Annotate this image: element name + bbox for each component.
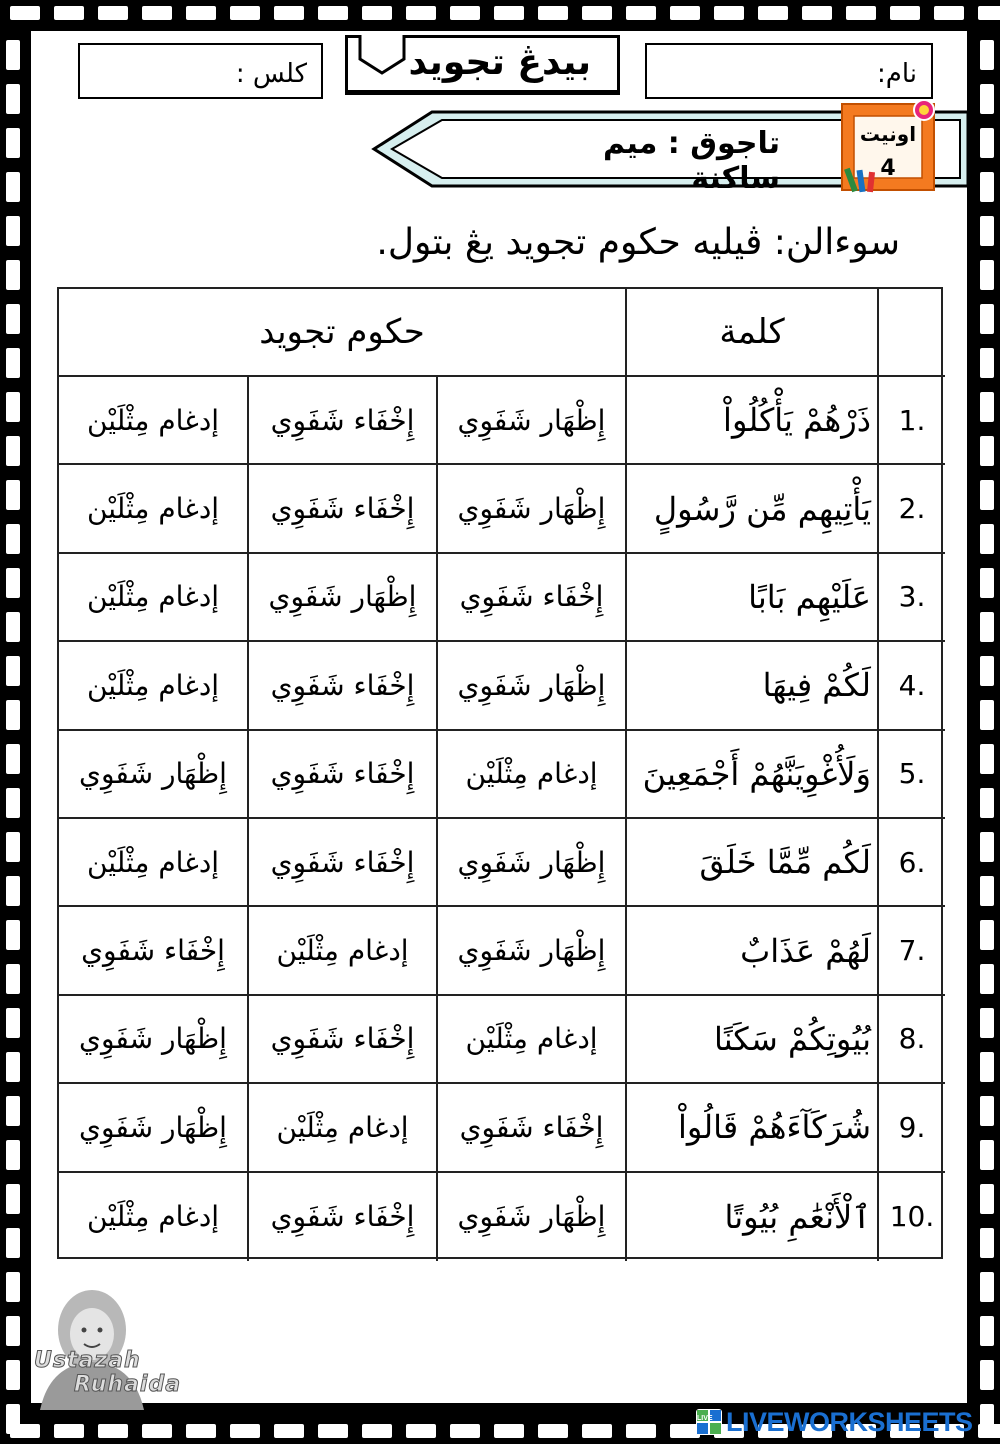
answer-option[interactable]: إِظْهَار شَفَوِي: [59, 1084, 249, 1172]
answer-option[interactable]: إدغام مِثْلَيْن: [59, 819, 249, 907]
answer-option[interactable]: إِظْهَار شَفَوِي: [59, 731, 249, 819]
answer-option[interactable]: إِخْفَاء شَفَوِي: [249, 1173, 438, 1261]
answer-option[interactable]: إِخْفَاء شَفَوِي: [438, 1084, 627, 1172]
row-number: 4.: [879, 642, 945, 730]
unit-number: 4: [880, 156, 896, 181]
answer-option[interactable]: إِظْهَار شَفَوِي: [438, 465, 627, 553]
row-number: 6.: [879, 819, 945, 907]
quran-word: لَكُم مِّمَّا خَلَقَ: [627, 819, 879, 907]
row-number: 3.: [879, 554, 945, 642]
author-name-line1: Ustazah: [34, 1348, 141, 1373]
liveworksheets-mark-text: LIVE: [697, 1415, 713, 1422]
answer-option[interactable]: إِخْفَاء شَفَوِي: [249, 996, 438, 1084]
answer-option[interactable]: إدغام مِثْلَيْن: [438, 996, 627, 1084]
page-title: بيدڠ تجويد: [408, 42, 591, 83]
quran-word: وَلَأُغْوِيَنَّهُمْ أَجْمَعِينَ: [627, 731, 879, 819]
liveworksheets-name: LIVEWORKSHEETS: [726, 1406, 973, 1437]
answer-option[interactable]: إِظْهَار شَفَوِي: [438, 907, 627, 995]
unit-word: اونيت: [859, 122, 917, 146]
row-number: 5.: [879, 731, 945, 819]
quran-word: عَلَيْهِم بَابًا: [627, 554, 879, 642]
answer-option[interactable]: إِخْفَاء شَفَوِي: [249, 642, 438, 730]
quran-word: لَكُمْ فِيهَا: [627, 642, 879, 730]
quran-word: ٱلْأَنْعَٰمِ بُيُوتًا: [627, 1173, 879, 1261]
row-number: 10.: [889, 1200, 935, 1234]
answer-option[interactable]: إدغام مِثْلَيْن: [249, 907, 438, 995]
answer-option[interactable]: إِظْهَار شَفَوِي: [438, 642, 627, 730]
answer-option[interactable]: إِخْفَاء شَفَوِي: [438, 554, 627, 642]
unit-badge: [838, 98, 938, 196]
question-text: سوءالن: ڤيليه حکوم تجويد يڠ بتول.: [376, 222, 900, 263]
quran-word: ذَرْهُمْ يَأْكُلُواْ: [627, 377, 879, 465]
tajwid-table: [57, 287, 943, 1259]
answer-option[interactable]: إِخْفَاء شَفَوِي: [59, 907, 249, 995]
author-name-line2: Ruhaida: [74, 1372, 182, 1397]
answer-option[interactable]: إدغام مِثْلَيْن: [59, 1173, 249, 1261]
answer-option[interactable]: إدغام مِثْلَيْن: [59, 642, 249, 730]
answer-option[interactable]: إِخْفَاء شَفَوِي: [249, 819, 438, 907]
name-field[interactable]: [645, 43, 933, 99]
answer-option[interactable]: إِظْهَار شَفَوِي: [249, 554, 438, 642]
quran-word: شُرَكَآءَهُمْ قَالُواْ: [627, 1084, 879, 1172]
answer-option[interactable]: إِخْفَاء شَفَوِي: [249, 377, 438, 465]
liveworksheets-mark-icon: [696, 1409, 722, 1435]
class-label: كلس :: [235, 59, 307, 89]
class-field[interactable]: [78, 43, 323, 99]
answer-option[interactable]: إدغام مِثْلَيْن: [59, 465, 249, 553]
author-photo: [30, 1278, 200, 1410]
title-box: [345, 35, 620, 95]
answer-option[interactable]: إِظْهَار شَفَوِي: [438, 377, 627, 465]
answer-option[interactable]: إدغام مِثْلَيْن: [59, 377, 249, 465]
name-label: نام:: [876, 59, 917, 89]
unit-frame-icon: [838, 98, 938, 196]
liveworksheets-logo[interactable]: [696, 1407, 973, 1437]
row-number: 1.: [879, 377, 945, 465]
row-number: 8.: [879, 996, 945, 1084]
row-number: 2.: [879, 465, 945, 553]
header-word: كلمة: [627, 289, 879, 377]
quran-word: لَهُمْ عَذَابٌ: [627, 907, 879, 995]
ribbon-bookmark-icon: [358, 35, 408, 75]
quran-word: بُيُوتِكُمْ سَكَنًا: [627, 996, 879, 1084]
answer-option[interactable]: إدغام مِثْلَيْن: [249, 1084, 438, 1172]
topic-label: تاجوق : ميم ساكنة: [602, 126, 780, 196]
answer-option[interactable]: إدغام مِثْلَيْن: [438, 731, 627, 819]
answer-option[interactable]: إِظْهَار شَفَوِي: [59, 996, 249, 1084]
answer-option[interactable]: إِظْهَار شَفَوِي: [438, 819, 627, 907]
row-number: 7.: [879, 907, 945, 995]
answer-option[interactable]: إِخْفَاء شَفَوِي: [249, 731, 438, 819]
quran-word: يَأْتِيهِم مِّن رَّسُولٍ: [627, 465, 879, 553]
answer-option[interactable]: إِظْهَار شَفَوِي: [438, 1173, 627, 1261]
header-rule: حكوم تجويد: [59, 289, 627, 377]
answer-option[interactable]: إدغام مِثْلَيْن: [59, 554, 249, 642]
row-number: 9.: [879, 1084, 945, 1172]
answer-option[interactable]: إِخْفَاء شَفَوِي: [249, 465, 438, 553]
header-number: [879, 289, 945, 377]
